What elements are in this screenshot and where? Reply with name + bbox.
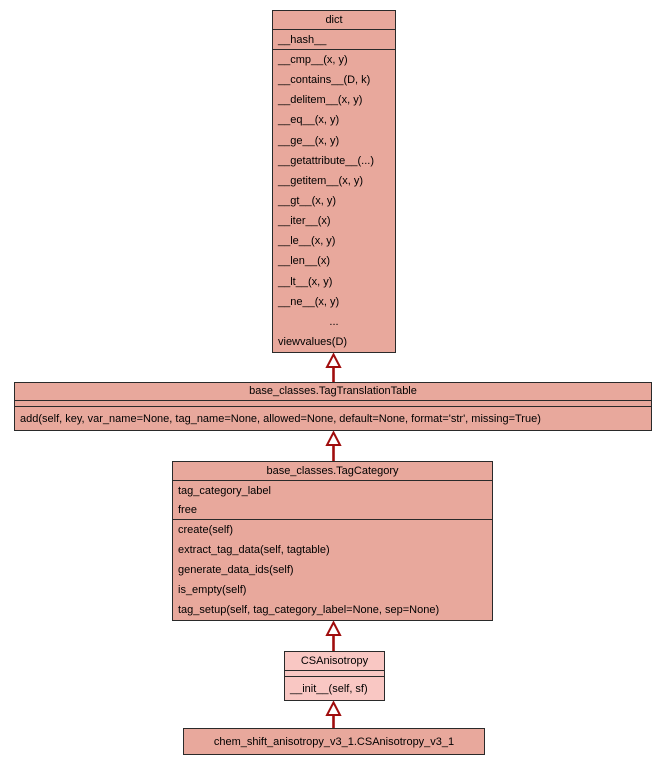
method-row: __ne__(x, y) [278, 295, 340, 308]
method-row: generate_data_ids(self) [178, 564, 294, 576]
class-box-csanisotropy-v3-1 [183, 728, 485, 755]
method-row: tag_setup(self, tag_category_label=None, sep=None) [178, 604, 440, 616]
method-row: __len__(x) [278, 255, 330, 268]
hollow-triangle-arrowhead-icon [327, 433, 340, 446]
method-row: extract_tag_data(self, tagtable) [178, 544, 330, 556]
method-row: create(self) [178, 524, 234, 536]
class-title: dict [273, 11, 395, 30]
methods-compartment [285, 677, 384, 700]
inheritance-arrow-csanisotropy-v3-1-to-csanisotropy [327, 703, 340, 730]
class-title: CSAnisotropy [285, 652, 384, 671]
class-title: base_classes.TagCategory [173, 462, 492, 481]
method-row: __cmp__(x, y) [278, 54, 348, 67]
class-box-tagtranslationtable [14, 382, 652, 431]
inheritance-arrow-tagtranslationtable-to-dict [327, 355, 340, 384]
method-row: add(self, key, var_name=None, tag_name=None, allowed=None, default=None, format='str', missing=True) [20, 412, 541, 425]
method-row: __lt__(x, y) [278, 275, 333, 288]
hollow-triangle-arrowhead-icon [327, 355, 340, 368]
methods-compartment [273, 50, 395, 352]
attributes-compartment [173, 481, 492, 520]
method-row: __le__(x, y) [278, 235, 336, 248]
method-row: __init__(self, sf) [290, 682, 368, 695]
attributes-compartment [273, 30, 395, 50]
class-title: chem_shift_anisotropy_v3_1.CSAnisotropy_v3_1 [213, 735, 455, 748]
method-row: __getattribute__(...) [278, 154, 375, 167]
class-box-csanisotropy [284, 651, 385, 701]
attribute-row: __hash__ [278, 33, 327, 46]
inheritance-arrow-csanisotropy-to-tagcategory [327, 623, 340, 652]
method-row: __gt__(x, y) [278, 195, 337, 208]
attribute-row: free [178, 503, 197, 516]
method-row: viewvalues(D) [278, 336, 348, 349]
method-row: __delitem__(x, y) [278, 94, 363, 107]
class-box-tagcategory [172, 461, 493, 621]
method-row: ... [329, 315, 339, 328]
class-title: base_classes.TagTranslationTable [15, 383, 651, 401]
method-row: __getitem__(x, y) [278, 174, 363, 187]
methods-compartment [173, 520, 492, 620]
inheritance-arrow-tagcategory-to-tagtranslationtable [327, 433, 340, 462]
method-row: __contains__(D, k) [278, 74, 371, 87]
method-row: __iter__(x) [278, 215, 331, 228]
method-row: is_empty(self) [178, 584, 247, 596]
hollow-triangle-arrowhead-icon [327, 623, 340, 636]
hollow-triangle-arrowhead-icon [327, 703, 340, 716]
methods-compartment [15, 407, 651, 430]
class-box-dict [272, 10, 396, 353]
method-row: __eq__(x, y) [278, 114, 340, 127]
attribute-row: tag_category_label [178, 484, 271, 497]
method-row: __ge__(x, y) [278, 134, 340, 147]
